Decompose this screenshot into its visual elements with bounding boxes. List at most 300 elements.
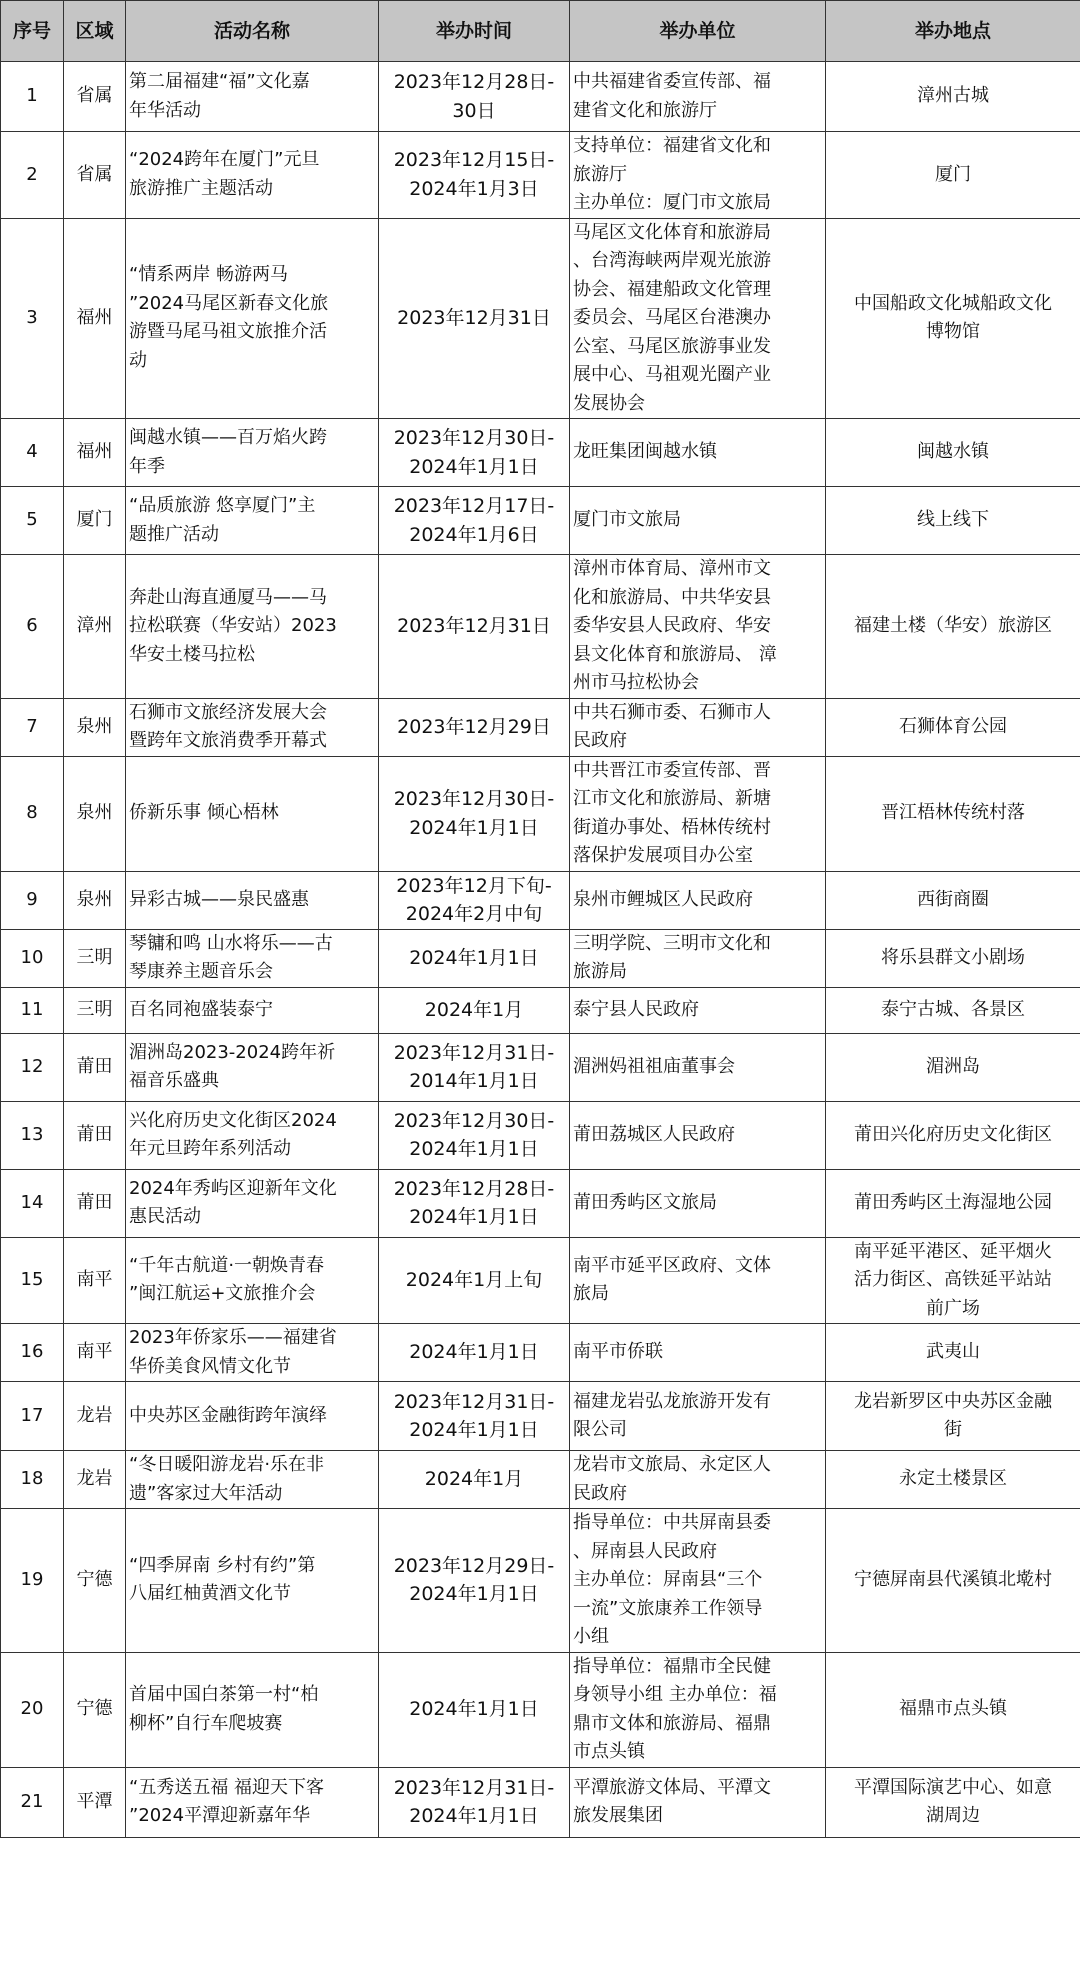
cell-activity-name-line: “情系两岸 畅游两马 <box>129 264 289 286</box>
cell-activity-name-line: 动 <box>129 349 147 371</box>
cell-organizer-line: 一流”文旅康养工作领导 <box>573 1597 763 1619</box>
cell-activity-name-line: 暨跨年文旅消费季开幕式 <box>129 730 327 751</box>
cell-organizer <box>570 1237 826 1324</box>
cell-time-line: 2024年1月1日 <box>409 1138 539 1160</box>
cell-activity-name-line: 2023年侨家乐——福建省 <box>129 1327 337 1348</box>
cell-region: 省属 <box>64 132 126 219</box>
cell-venue <box>826 756 1080 871</box>
cell-time-line: 2023年12月30日- <box>393 1109 555 1132</box>
cell-organizer-line: 马尾区文化体育和旅游局 <box>573 221 771 243</box>
cell-organizer <box>570 698 826 756</box>
cell-time-line: 2024年1月 <box>424 998 524 1021</box>
table-row <box>1 756 1080 871</box>
cell-activity-name-line: 八届红柚黄酒文化节 <box>129 1583 291 1605</box>
cell-organizer-line: 南平市延平区政府、文体 <box>573 1254 771 1276</box>
cell-time <box>379 929 570 987</box>
cell-region: 莆田 <box>64 1169 126 1237</box>
cell-organizer-line: 龙旺集团闽越水镇 <box>573 441 717 463</box>
cell-time <box>379 1509 570 1653</box>
cell-organizer <box>570 987 826 1033</box>
cell-organizer-line: 主办单位：屏南县“三个 <box>573 1569 763 1590</box>
cell-time-line: 2024年1月1日 <box>409 946 539 969</box>
cell-time-line: 2023年12月17日- <box>393 495 555 517</box>
cell-activity-name <box>126 555 379 699</box>
cell-venue-line: 前广场 <box>926 1297 980 1319</box>
table-row <box>1 871 1080 929</box>
cell-venue-line: 莆田秀屿区土海湿地公园 <box>854 1191 1052 1213</box>
cell-region: 宁德 <box>64 1509 126 1653</box>
cell-venue <box>826 555 1080 699</box>
cell-activity-name <box>126 1509 379 1653</box>
cell-organizer-line: 主办单位：厦门市文旅局 <box>573 192 771 213</box>
cell-time-line: 2023年12月29日- <box>393 1554 555 1577</box>
cell-time-line: 2024年1月1日 <box>409 1583 539 1606</box>
cell-activity-name <box>126 871 379 929</box>
cell-time-line: 2024年1月1日 <box>409 1206 539 1228</box>
cell-venue <box>826 1324 1080 1382</box>
cell-activity-name-line: 旅游推广主题活动 <box>129 177 273 199</box>
cell-activity-name <box>126 1451 379 1509</box>
cell-organizer-line: 中共石狮市委、石狮市人 <box>573 701 771 723</box>
table-body <box>1 62 1080 1838</box>
cell-time <box>379 1169 570 1237</box>
cell-activity-name <box>126 218 379 419</box>
cell-venue-line: 闽越水镇 <box>917 441 989 463</box>
cell-region: 厦门 <box>64 487 126 555</box>
table-row <box>1 487 1080 555</box>
table-row <box>1 1324 1080 1382</box>
cell-venue-line: 南平延平港区、延平烟火 <box>854 1240 1052 1262</box>
header-region: 区域 <box>64 1 126 62</box>
cell-organizer <box>570 756 826 871</box>
cell-venue-line: 漳州古城 <box>917 85 989 107</box>
cell-venue <box>826 1169 1080 1237</box>
cell-organizer-line: 中共福建省委宣传部、福 <box>573 71 771 92</box>
cell-region: 龙岩 <box>64 1451 126 1509</box>
cell-time-line: 2024年1月6日 <box>409 523 539 546</box>
cell-activity-name <box>126 1101 379 1169</box>
cell-organizer-line: 委华安县人民政府、华安 <box>573 615 771 636</box>
cell-region: 福州 <box>64 419 126 487</box>
cell-venue <box>826 987 1080 1033</box>
cell-organizer-line: 中共晋江市委宣传部、晋 <box>573 759 771 781</box>
cell-activity-name-line: 2024年秀屿区迎新年文化 <box>129 1177 337 1199</box>
cell-time-line: 2024年1月1日 <box>409 1341 539 1364</box>
cell-organizer-line: 旅局 <box>573 1283 609 1305</box>
cell-no: 7 <box>1 698 64 756</box>
cell-venue <box>826 929 1080 987</box>
cell-venue <box>826 1767 1080 1837</box>
header-venue: 举办地点 <box>826 1 1080 62</box>
cell-time <box>379 1451 570 1509</box>
cell-venue-line: 线上线下 <box>917 509 989 531</box>
cell-region: 漳州 <box>64 555 126 699</box>
cell-activity-name <box>126 487 379 555</box>
cell-venue-line: 博物馆 <box>926 321 980 343</box>
cell-activity-name <box>126 987 379 1033</box>
cell-no: 9 <box>1 871 64 929</box>
cell-venue-line: 平潭国际演艺中心、如意 <box>854 1776 1052 1798</box>
cell-organizer-line: 旅游厅 <box>573 163 627 185</box>
cell-time <box>379 871 570 929</box>
cell-activity-name-line: “四季屏南 乡村有约”第 <box>129 1554 316 1576</box>
cell-venue-line: 福建土楼（华安）旅游区 <box>854 615 1052 636</box>
cell-organizer-line: 市点头镇 <box>573 1741 645 1762</box>
cell-time-line: 2024年1月1日 <box>409 455 539 478</box>
cell-organizer-line: 民政府 <box>573 730 627 751</box>
cell-no: 6 <box>1 555 64 699</box>
cell-organizer-line: 化和旅游局、中共华安县 <box>573 586 771 608</box>
table-row <box>1 62 1080 132</box>
header-time: 举办时间 <box>379 1 570 62</box>
table-row <box>1 698 1080 756</box>
table-header-row <box>1 1 1080 62</box>
cell-activity-name-line: “2024跨年在厦门”元旦 <box>129 149 320 171</box>
cell-activity-name-line: 题推广活动 <box>129 523 219 545</box>
cell-organizer <box>570 1451 826 1509</box>
cell-organizer-line: 旅发展集团 <box>573 1805 663 1826</box>
cell-organizer <box>570 1509 826 1653</box>
cell-activity-name <box>126 1033 379 1101</box>
cell-no: 15 <box>1 1237 64 1324</box>
cell-activity-name-line: 游暨马尾马祖文旅推介活 <box>129 321 327 343</box>
cell-activity-name <box>126 756 379 871</box>
cell-time-line: 2023年12月15日- <box>393 149 555 172</box>
cell-venue <box>826 871 1080 929</box>
cell-organizer <box>570 1033 826 1101</box>
cell-venue <box>826 419 1080 487</box>
table-row <box>1 1767 1080 1837</box>
cell-organizer-line: 公室、马尾区旅游事业发 <box>573 335 771 357</box>
cell-activity-name-line: 遗”客家过大年活动 <box>129 1482 283 1504</box>
cell-region: 三明 <box>64 987 126 1033</box>
cell-activity-name-line: 琴镛和鸣 山水将乐——古 <box>129 932 333 954</box>
cell-no: 19 <box>1 1509 64 1653</box>
cell-organizer <box>570 929 826 987</box>
cell-time <box>379 419 570 487</box>
cell-activity-name-line: 福音乐盛典 <box>129 1070 219 1091</box>
cell-no: 1 <box>1 62 64 132</box>
cell-activity-name-line: 中央苏区金融街跨年演绎 <box>129 1404 327 1426</box>
cell-time-line: 2024年1月1日 <box>409 1805 539 1827</box>
cell-venue-line: 街 <box>944 1419 962 1440</box>
table-row <box>1 1237 1080 1324</box>
header-no: 序号 <box>1 1 64 62</box>
cell-time <box>379 1652 570 1767</box>
cell-activity-name <box>126 62 379 132</box>
cell-activity-name <box>126 1382 379 1451</box>
cell-organizer <box>570 1382 826 1451</box>
cell-organizer-line: 南平市侨联 <box>573 1341 663 1363</box>
cell-venue-line: 中国船政文化城船政文化 <box>854 292 1052 314</box>
cell-venue-line: 厦门 <box>935 163 971 185</box>
cell-time-line: 2014年1月1日 <box>409 1070 539 1092</box>
table-row <box>1 132 1080 219</box>
cell-venue-line: 龙岩新罗区中央苏区金融 <box>854 1390 1052 1412</box>
cell-activity-name-line: 异彩古城——泉民盛惠 <box>129 888 309 910</box>
cell-organizer-line: 旅游局 <box>573 961 627 982</box>
cell-organizer-line: 平潭旅游文体局、平潭文 <box>573 1776 771 1798</box>
cell-time <box>379 62 570 132</box>
cell-venue-line: 武夷山 <box>926 1341 980 1363</box>
cell-time-line: 2024年1月3日 <box>409 177 539 200</box>
cell-activity-name-line: “五秀送五福 福迎天下客 <box>129 1776 325 1798</box>
cell-activity-name-line: 华安土楼马拉松 <box>129 643 255 665</box>
cell-organizer <box>570 487 826 555</box>
cell-organizer-line: 小组 <box>573 1626 609 1647</box>
cell-organizer-line: 厦门市文旅局 <box>573 509 681 531</box>
cell-organizer-line: 鼎市文体和旅游局、福鼎 <box>573 1712 771 1734</box>
cell-organizer-line: 县文化体育和旅游局、 漳 <box>573 643 777 665</box>
cell-venue <box>826 1237 1080 1324</box>
cell-activity-name <box>126 1767 379 1837</box>
cell-time-line: 2023年12月30日- <box>393 427 555 449</box>
cell-time-line: 2023年12月28日- <box>393 1177 555 1200</box>
cell-activity-name-line: 湄洲岛2023-2024跨年祈 <box>129 1041 336 1063</box>
table-row <box>1 1101 1080 1169</box>
cell-no: 14 <box>1 1169 64 1237</box>
cell-organizer-line: 湄洲妈祖祖庙董事会 <box>573 1055 735 1077</box>
cell-venue-line: 西街商圈 <box>917 888 989 910</box>
cell-organizer-line: 莆田秀屿区文旅局 <box>573 1191 717 1213</box>
cell-activity-name-line: 闽越水镇——百万焰火跨 <box>129 427 327 448</box>
cell-no: 18 <box>1 1451 64 1509</box>
cell-activity-name-line: 年元旦跨年系列活动 <box>129 1138 291 1159</box>
cell-activity-name-line: 惠民活动 <box>129 1206 201 1227</box>
cell-venue-line: 宁德屏南县代溪镇北墘村 <box>854 1569 1052 1590</box>
cell-time <box>379 218 570 419</box>
cell-time <box>379 1033 570 1101</box>
cell-activity-name <box>126 929 379 987</box>
cell-region: 泉州 <box>64 871 126 929</box>
cell-organizer-line: 、台湾海峡两岸观光旅游 <box>573 250 771 271</box>
cell-venue <box>826 487 1080 555</box>
cell-activity-name-line: 百名同袍盛装泰宁 <box>129 998 273 1020</box>
cell-region: 宁德 <box>64 1652 126 1767</box>
cell-activity-name <box>126 1324 379 1382</box>
cell-organizer-line: 州市马拉松协会 <box>573 672 699 693</box>
cell-organizer-line: 建省文化和旅游厅 <box>573 99 717 121</box>
cell-venue <box>826 1509 1080 1653</box>
cell-organizer-line: 三明学院、三明市文化和 <box>573 932 771 954</box>
cell-venue-line: 福鼎市点头镇 <box>899 1698 1007 1720</box>
cell-time-line: 30日 <box>452 99 496 122</box>
cell-region: 南平 <box>64 1237 126 1324</box>
table-row <box>1 1451 1080 1509</box>
cell-activity-name <box>126 419 379 487</box>
cell-venue <box>826 1382 1080 1451</box>
cell-time <box>379 756 570 871</box>
cell-activity-name-line: 年华活动 <box>129 99 201 121</box>
cell-venue <box>826 1101 1080 1169</box>
cell-venue-line: 活力街区、高铁延平站站 <box>854 1269 1052 1290</box>
cell-no: 21 <box>1 1767 64 1837</box>
table-row <box>1 987 1080 1033</box>
cell-organizer <box>570 62 826 132</box>
cell-activity-name-line: “品质旅游 悠享厦门”主 <box>129 495 316 516</box>
cell-organizer-line: 协会、福建船政文化管理 <box>573 278 771 300</box>
cell-activity-name <box>126 1237 379 1324</box>
cell-time <box>379 987 570 1033</box>
cell-time-line: 2023年12月28日- <box>393 71 555 93</box>
cell-activity-name-line: ”闽江航运+文旅推介会 <box>129 1283 316 1305</box>
cell-time-line: 2023年12月下旬- <box>396 874 552 897</box>
cell-organizer-line: 支持单位：福建省文化和 <box>573 135 771 156</box>
cell-organizer-line: 、屏南县人民政府 <box>573 1540 717 1562</box>
cell-activity-name <box>126 698 379 756</box>
table-row <box>1 218 1080 419</box>
cell-activity-name <box>126 1652 379 1767</box>
cell-no: 13 <box>1 1101 64 1169</box>
cell-activity-name-line: 琴康养主题音乐会 <box>129 961 273 982</box>
table-row <box>1 419 1080 487</box>
cell-no: 20 <box>1 1652 64 1767</box>
cell-organizer <box>570 132 826 219</box>
cell-region: 省属 <box>64 62 126 132</box>
cell-organizer <box>570 1101 826 1169</box>
cell-no: 10 <box>1 929 64 987</box>
cell-activity-name-line: 兴化府历史文化街区2024 <box>129 1109 337 1131</box>
cell-time <box>379 1324 570 1382</box>
cell-organizer <box>570 871 826 929</box>
cell-venue <box>826 1451 1080 1509</box>
cell-activity-name-line: “千年古航道·一朝焕青春 <box>129 1254 325 1276</box>
cell-time-line: 2024年1月上旬 <box>405 1269 543 1291</box>
table-row <box>1 1382 1080 1451</box>
cell-organizer-line: 限公司 <box>573 1419 627 1440</box>
cell-region: 泉州 <box>64 756 126 871</box>
cell-region: 平潭 <box>64 1767 126 1837</box>
cell-organizer-line: 街道办事处、梧林传统村 <box>573 816 771 838</box>
cell-organizer-line: 民政府 <box>573 1482 627 1504</box>
cell-activity-name-line: 柳杯”自行车爬坡赛 <box>129 1712 283 1734</box>
cell-venue <box>826 698 1080 756</box>
cell-no: 8 <box>1 756 64 871</box>
cell-activity-name <box>126 132 379 219</box>
cell-activity-name-line: 拉松联赛（华安站）2023 <box>129 615 337 636</box>
table-row <box>1 1169 1080 1237</box>
table-row <box>1 1509 1080 1653</box>
cell-activity-name-line: “冬日暖阳游龙岩·乐在非 <box>129 1454 325 1475</box>
cell-time-line: 2023年12月29日 <box>397 715 551 738</box>
cell-activity-name-line: ”2024平潭迎新嘉年华 <box>129 1805 311 1826</box>
cell-organizer-line: 江市文化和旅游局、新塘 <box>573 788 771 809</box>
cell-activity-name-line: ”2024马尾区新春文化旅 <box>129 292 329 314</box>
cell-no: 16 <box>1 1324 64 1382</box>
cell-time-line: 2023年12月31日- <box>393 1776 555 1799</box>
cell-organizer <box>570 419 826 487</box>
cell-activity-name-line: 石狮市文旅经济发展大会 <box>129 701 327 723</box>
cell-no: 12 <box>1 1033 64 1101</box>
cell-region: 三明 <box>64 929 126 987</box>
cell-time-line: 2024年1月1日 <box>409 1419 539 1441</box>
cell-region: 莆田 <box>64 1033 126 1101</box>
header-organizer: 举办单位 <box>570 1 826 62</box>
cell-venue <box>826 1033 1080 1101</box>
cell-organizer-line: 漳州市体育局、漳州市文 <box>573 558 771 579</box>
cell-time-line: 2024年1月1日 <box>409 1698 539 1721</box>
cell-no: 2 <box>1 132 64 219</box>
cell-venue-line: 泰宁古城、各景区 <box>881 998 1025 1020</box>
cell-time-line: 2024年1月1日 <box>409 816 539 839</box>
cell-activity-name-line: 华侨美食风情文化节 <box>129 1355 291 1377</box>
table-row <box>1 929 1080 987</box>
cell-organizer-line: 福建龙岩弘龙旅游开发有 <box>573 1390 771 1412</box>
cell-venue <box>826 132 1080 219</box>
cell-region: 福州 <box>64 218 126 419</box>
cell-organizer <box>570 1652 826 1767</box>
cell-no: 11 <box>1 987 64 1033</box>
cell-venue-line: 将乐县群文小剧场 <box>881 946 1025 968</box>
cell-time <box>379 1101 570 1169</box>
cell-venue-line: 湖周边 <box>926 1805 980 1826</box>
cell-region: 南平 <box>64 1324 126 1382</box>
cell-activity-name-line: 侨新乐事 倾心梧林 <box>129 802 279 824</box>
cell-organizer-line: 身领导小组 主办单位：福 <box>573 1684 777 1705</box>
cell-organizer-line: 指导单位：中共屏南县委 <box>573 1512 771 1533</box>
cell-venue-line: 晋江梧林传统村落 <box>881 802 1025 824</box>
cell-organizer <box>570 555 826 699</box>
cell-venue-line: 石狮体育公园 <box>899 715 1007 737</box>
cell-time-line: 2023年12月30日- <box>393 788 555 810</box>
cell-region: 莆田 <box>64 1101 126 1169</box>
cell-organizer-line: 指导单位：福鼎市全民健 <box>573 1655 771 1677</box>
cell-time <box>379 132 570 219</box>
cell-region: 泉州 <box>64 698 126 756</box>
cell-no: 17 <box>1 1382 64 1451</box>
cell-time <box>379 487 570 555</box>
cell-venue-line: 湄洲岛 <box>926 1055 980 1077</box>
cell-organizer <box>570 1169 826 1237</box>
cell-time <box>379 1237 570 1324</box>
cell-organizer-line: 莆田荔城区人民政府 <box>573 1123 735 1145</box>
cell-time-line: 2024年1月 <box>424 1468 524 1491</box>
cell-organizer <box>570 1767 826 1837</box>
cell-activity-name-line: 第二届福建“福”文化嘉 <box>129 71 310 92</box>
cell-time-line: 2024年2月中旬 <box>405 903 543 925</box>
table-row <box>1 555 1080 699</box>
cell-activity-name <box>126 1169 379 1237</box>
cell-no: 4 <box>1 419 64 487</box>
cell-no: 3 <box>1 218 64 419</box>
cell-time-line: 2023年12月31日- <box>393 1390 555 1413</box>
table-row <box>1 1652 1080 1767</box>
cell-time <box>379 555 570 699</box>
cell-time-line: 2023年12月31日 <box>397 307 551 329</box>
cell-time-line: 2023年12月31日 <box>397 615 551 637</box>
cell-no: 5 <box>1 487 64 555</box>
cell-organizer-line: 泉州市鲤城区人民政府 <box>573 888 753 910</box>
cell-venue-line: 莆田兴化府历史文化街区 <box>854 1123 1052 1145</box>
cell-organizer-line: 展中心、马祖观光圈产业 <box>573 364 771 385</box>
cell-venue <box>826 62 1080 132</box>
cell-time <box>379 1767 570 1837</box>
cell-organizer-line: 泰宁县人民政府 <box>573 998 699 1020</box>
cell-venue <box>826 218 1080 419</box>
cell-time-line: 2023年12月31日- <box>393 1041 555 1064</box>
cell-region: 龙岩 <box>64 1382 126 1451</box>
cell-time <box>379 698 570 756</box>
cell-venue <box>826 1652 1080 1767</box>
cell-organizer-line: 委员会、马尾区台港澳办 <box>573 307 771 328</box>
table-row <box>1 1033 1080 1101</box>
cell-organizer-line: 龙岩市文旅局、永定区人 <box>573 1454 771 1475</box>
cell-activity-name-line: 奔赴山海直通厦马——马 <box>129 586 327 608</box>
cell-organizer <box>570 218 826 419</box>
cell-organizer <box>570 1324 826 1382</box>
cell-organizer-line: 发展协会 <box>573 392 645 414</box>
cell-venue-line: 永定土楼景区 <box>899 1468 1007 1490</box>
